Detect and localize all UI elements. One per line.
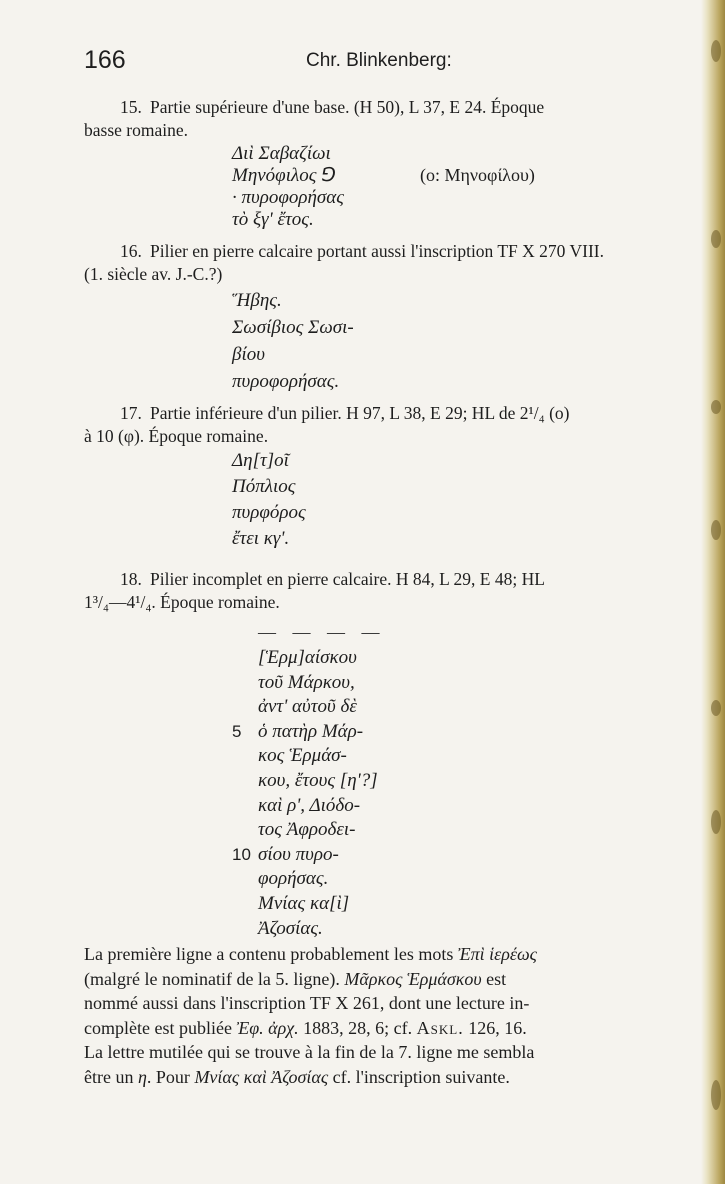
inscription-line: τὸ ξγ' ἔτος.: [232, 209, 314, 230]
inscription-line: Δη[τ]οῖ: [232, 450, 289, 471]
page-number: 166: [84, 46, 126, 74]
lacuna-dashes: — — — —: [258, 622, 386, 642]
inscription-line: Μνίας κα[ὶ]: [258, 892, 350, 914]
entry-desc-cont: basse romaine.: [84, 120, 188, 140]
inscription-line: κου, ἔτους [η'?]: [258, 769, 378, 791]
inscription-line: σίου πυρο-: [258, 843, 339, 865]
line-number: 5: [232, 721, 242, 741]
inscription-line: ἔτει κγ'.: [232, 528, 290, 549]
line-number: 10: [232, 844, 251, 864]
inscription-line: βίου: [232, 344, 265, 365]
inscription-line: Μηνόφιλος ⅁: [232, 165, 336, 186]
entry-desc-cont: 1³/₄—4¹/₄. Époque romaine.: [84, 592, 280, 612]
inscription-line: κος Ἑρμάσ-: [258, 745, 347, 767]
entry-number: 18.: [120, 569, 142, 589]
inscription-line: Διὶ Σαβαζίωι: [232, 143, 331, 164]
entry-desc: Pilier incomplet en pierre calcaire. H 84, L 29, E 48; HL: [150, 569, 545, 589]
entry-15-description: [84, 96, 644, 142]
entry-17-description: [84, 402, 644, 448]
inscription-line: [Ἑρμ]αίσκου: [258, 647, 357, 668]
entry-desc-cont: à 10 (φ). Époque romaine.: [84, 426, 269, 446]
entry-15-note: (ο: Μηνοφίλου): [420, 165, 535, 185]
entry-desc: Pilier en pierre calcaire portant aussi l'inscription TF X 270 VIII.: [150, 241, 604, 261]
inscription-line: τοῦ Μάρκου,: [258, 671, 355, 693]
entry-17-inscription: [232, 450, 306, 554]
inscription-line: Σωσίβιος Σωσι-: [232, 317, 354, 338]
page-edge-shadow: [701, 0, 725, 1184]
entry-desc-cont: (1. siècle av. J.-C.?): [84, 264, 223, 284]
inscription-line: Πόπλιος: [232, 476, 296, 497]
running-head: Chr. Blinkenberg:: [306, 50, 452, 71]
inscription-line: καὶ ρ', Διόδο-: [258, 794, 361, 816]
inscription-line: Ἥβης.: [232, 290, 282, 311]
inscription-line: ἀντ' αὐτοῦ δὲ: [258, 696, 357, 718]
entry-number: 16.: [120, 241, 142, 261]
inscription-line: Ἀζοσίας.: [258, 917, 323, 939]
entry-desc: Partie supérieure d'une base. (H 50), L 37, E 24. Époque: [150, 97, 545, 117]
entry-number: 15.: [120, 97, 142, 117]
inscription-line: πυροφορήσας.: [232, 371, 340, 392]
entry-15-inscription: [232, 143, 344, 231]
entry-desc: Partie inférieure d'un pilier. H 97, L 38, E 29; HL de 2¹/₄ (ο): [150, 403, 570, 423]
commentary-paragraph: La première ligne a contenu probablement les mots Ἐπὶ ἱερέως (malgré le nominatif de la 5. ligne). Μᾶρκος Ἑρμάσκου est nommé aussi dans l'inscription TF X 261, dont une lecture in- complète est publiée Ἐφ. ἀρχ. 1883, 28, 6; cf. Askl. 126, 16. La lettre mutilée qui se trouve à la fin de la 7. ligne me sembla être un η. Pour Μνίας καὶ Ἀζοσίας cf. l'inscription suivante.: [84, 944, 537, 1087]
entry-18-description: [84, 568, 644, 614]
entry-16-inscription: [232, 288, 354, 396]
entry-18-inscription: [232, 646, 378, 941]
page-header: [84, 46, 649, 76]
inscription-line: πυρφόρος: [232, 502, 306, 523]
inscription-line: φορήσας.: [258, 868, 329, 890]
inscription-line: ὁ πατὴρ Μάρ-: [258, 720, 364, 742]
inscription-line: · πυροφορήσας: [232, 187, 344, 208]
inscription-line: τος Ἀφροδει-: [258, 819, 356, 841]
entry-16-description: [84, 240, 644, 286]
entry-number: 17.: [120, 403, 142, 423]
